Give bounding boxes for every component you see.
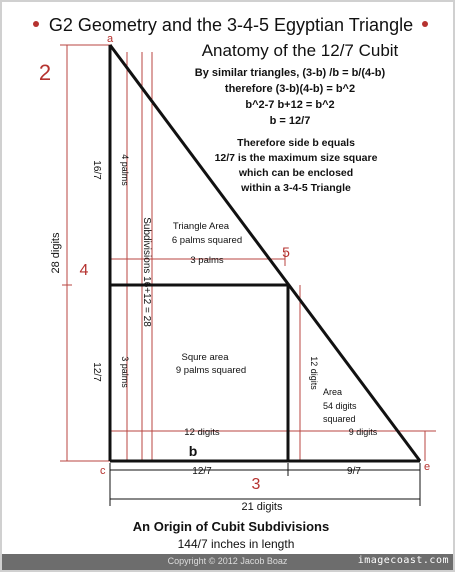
base-9-7: 9/7 — [347, 466, 361, 477]
right-9-digits: 9 digits — [348, 427, 378, 437]
base-dimensions — [110, 463, 420, 506]
proof-line-1: By similar triangles, (3-b) /b = b/(4-b) — [194, 67, 386, 79]
label-4-palms: 4 palms — [120, 154, 130, 186]
triangle-area-value: 6 palms squared — [171, 235, 243, 246]
conclusion-line-4: within a 3-4-5 Triangle — [241, 182, 351, 194]
copyright-text: Copyright © 2012 Jacob Boaz — [167, 556, 288, 566]
page-subtitle: Anatomy of the 12/7 Cubit — [201, 41, 399, 60]
conclusion-line-2: 12/7 is the maximum size square — [214, 152, 378, 164]
vertex-e: e — [424, 461, 431, 473]
title-bullet-right — [422, 21, 428, 27]
width-3-palms: 3 palms — [190, 255, 224, 266]
label-3-palms-vertical: 3 palms — [120, 356, 130, 388]
watermark-text: imagecoast.com — [357, 555, 449, 566]
proof-line-2: therefore (3-b)(4-b) = b^2 — [224, 83, 356, 95]
conclusion-line-1: Therefore side b equals — [237, 137, 355, 149]
right-area-value: 54 digits — [323, 401, 357, 411]
side-label-4: 4 — [79, 262, 89, 279]
base-12-7: 12/7 — [192, 466, 212, 477]
square-area-value: 9 palms squared — [175, 365, 247, 376]
label-28-digits: 28 digits — [50, 232, 62, 274]
side-label-3: 3 — [251, 476, 261, 493]
label-12-digits-vertical: 12 digits — [309, 356, 319, 390]
page-title: G2 Geometry and the 3-4-5 Egyptian Triangle — [48, 15, 414, 35]
triangle-area-label: Triangle Area — [172, 221, 230, 232]
right-area-unit: squared — [323, 414, 356, 424]
proof-block — [195, 67, 386, 194]
title-bullet-left — [33, 21, 39, 27]
bottom-12-digits: 12 digits — [184, 427, 220, 438]
label-16-7: 16/7 — [91, 160, 102, 180]
vertex-c: c — [100, 465, 106, 477]
square-area-label: Squre area — [181, 352, 229, 363]
length-caption: 144/7 inches in length — [177, 537, 295, 551]
figure-number: 2 — [38, 60, 52, 85]
proof-line-4: b = 12/7 — [269, 115, 311, 127]
right-area-label: Area — [323, 387, 343, 397]
vertex-a: a — [107, 33, 114, 45]
label-12-7-vertical: 12/7 — [91, 362, 102, 382]
label-subdivisions: Subdivisions 16+12 = 28 — [141, 217, 152, 327]
side-label-5: 5 — [282, 244, 290, 260]
proof-line-3: b^2-7 b+12 = b^2 — [245, 99, 335, 111]
origin-caption: An Origin of Cubit Subdivisions — [132, 519, 330, 534]
conclusion-line-3: which can be enclosed — [238, 167, 354, 179]
side-label-b: b — [188, 443, 198, 459]
base-21-digits: 21 digits — [241, 501, 283, 513]
